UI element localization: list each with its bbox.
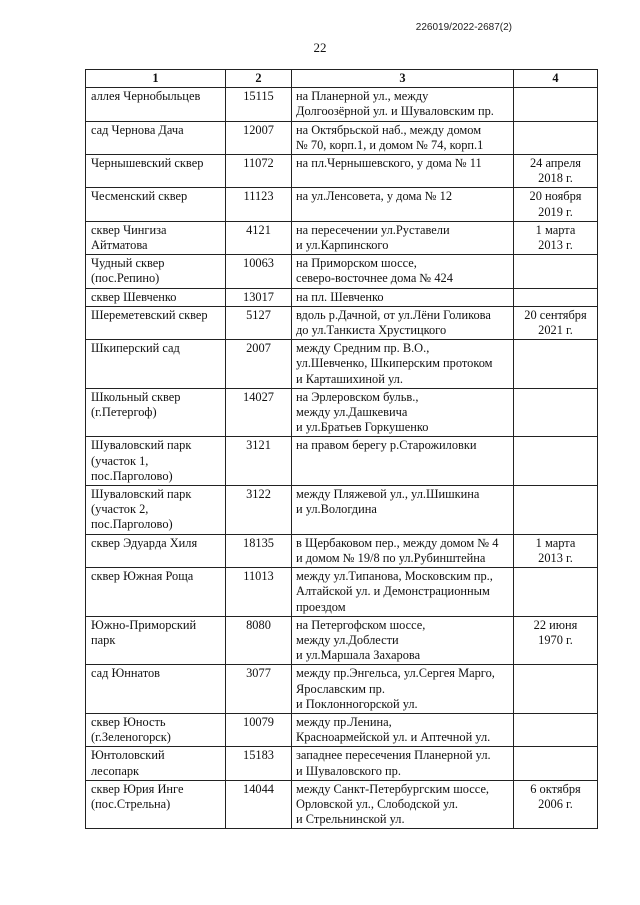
park-date-cell: 6 октября 2006 г. [514,780,598,829]
table-row [86,665,598,714]
park-location-cell: на пересечении ул.Руставели и ул.Карпинского [292,221,514,254]
park-location-cell: на ул.Ленсовета, у дома № 12 [292,188,514,221]
park-location-cell: на Приморском шоссе, северо-восточнее дома № 424 [292,255,514,288]
park-date-cell [514,486,598,535]
park-name-cell: Юнтоловский лесопарк [86,747,226,780]
park-date-cell [514,713,598,746]
table-row [86,437,598,486]
table-row [86,486,598,535]
park-name-cell: сад Юннатов [86,665,226,714]
table-row [86,121,598,154]
park-name-cell: Чудный сквер (пос.Репино) [86,255,226,288]
column-header-3: 3 [292,70,514,88]
column-header-4: 4 [514,70,598,88]
table-row [86,88,598,121]
park-location-cell: на Планерной ул., между Долгоозёрной ул. и Шуваловским пр. [292,88,514,121]
park-name-cell: Чернышевский сквер [86,155,226,188]
document-id: 226019/2022-2687(2) [415,22,512,33]
park-date-cell: 1 марта 2013 г. [514,221,598,254]
park-name-cell: аллея Чернобыльцев [86,88,226,121]
table-row [86,306,598,339]
park-date-cell [514,288,598,306]
table-row [86,568,598,617]
table-row [86,288,598,306]
park-location-cell: на Эрлеровском бульв., между ул.Дашкевича и ул.Братьев Горкушенко [292,388,514,437]
park-code-cell: 2007 [226,340,292,389]
table-row [86,221,598,254]
table-row [86,188,598,221]
park-code-cell: 8080 [226,616,292,665]
table-row [86,534,598,567]
table-body [86,88,598,829]
park-code-cell: 15183 [226,747,292,780]
park-code-cell: 14027 [226,388,292,437]
table-row [86,340,598,389]
table-row [86,780,598,829]
park-name-cell: сквер Юрия Инге (пос.Стрельна) [86,780,226,829]
park-location-cell: между пр.Ленина, Красноармейской ул. и Аптечной ул. [292,713,514,746]
table-row [86,747,598,780]
park-name-cell: Чесменский сквер [86,188,226,221]
table-row [86,616,598,665]
park-location-cell: между Санкт-Петербургским шоссе, Орловской ул., Слободской ул. и Стрельнинской ул. [292,780,514,829]
park-date-cell: 20 сентября 2021 г. [514,306,598,339]
park-location-cell: западнее пересечения Планерной ул. и Шуваловского пр. [292,747,514,780]
column-header-2: 2 [226,70,292,88]
park-date-cell: 1 марта 2013 г. [514,534,598,567]
page-number: 22 [313,40,327,55]
park-name-cell: сквер Юность (г.Зеленогорск) [86,713,226,746]
park-name-cell: Шереметевский сквер [86,306,226,339]
park-location-cell: между Пляжевой ул., ул.Шишкина и ул.Вологдина [292,486,514,535]
park-code-cell: 11072 [226,155,292,188]
park-code-cell: 10063 [226,255,292,288]
park-code-cell: 11123 [226,188,292,221]
park-date-cell [514,747,598,780]
park-code-cell: 11013 [226,568,292,617]
park-date-cell: 24 апреля 2018 г. [514,155,598,188]
table-row [86,255,598,288]
park-name-cell: сквер Эдуарда Хиля [86,534,226,567]
park-location-cell: вдоль р.Дачной, от ул.Лёни Голикова до ул.Танкиста Хрустицкого [292,306,514,339]
park-location-cell: между ул.Типанова, Московским пр., Алтайской ул. и Демонстрационным проездом [292,568,514,617]
park-code-cell: 13017 [226,288,292,306]
park-location-cell: на Петергофском шоссе, между ул.Доблести и ул.Маршала Захарова [292,616,514,665]
park-date-cell [514,121,598,154]
park-name-cell: сквер Шевченко [86,288,226,306]
park-code-cell: 12007 [226,121,292,154]
park-date-cell [514,388,598,437]
park-code-cell: 5127 [226,306,292,339]
park-date-cell [514,665,598,714]
park-name-cell: Шуваловский парк (участок 1, пос.Парголово) [86,437,226,486]
park-date-cell: 20 ноября 2019 г. [514,188,598,221]
park-location-cell: между пр.Энгельса, ул.Сергея Марго, Ярославским пр. и Поклонногорской ул. [292,665,514,714]
park-code-cell: 14044 [226,780,292,829]
park-code-cell: 3122 [226,486,292,535]
park-code-cell: 4121 [226,221,292,254]
park-date-cell [514,340,598,389]
park-date-cell [514,568,598,617]
park-code-cell: 3121 [226,437,292,486]
table-row [86,713,598,746]
park-code-cell: 3077 [226,665,292,714]
park-date-cell [514,88,598,121]
park-date-cell: 22 июня 1970 г. [514,616,598,665]
park-location-cell: между Средним пр. В.О., ул.Шевченко, Шкиперским протоком и Карташихиной ул. [292,340,514,389]
park-name-cell: сквер Южная Роща [86,568,226,617]
parks-table [85,69,598,829]
park-location-cell: в Щербаковом пер., между домом № 4 и домом № 19/8 по ул.Рубинштейна [292,534,514,567]
park-location-cell: на пл.Чернышевского, у дома № 11 [292,155,514,188]
park-location-cell: на пл. Шевченко [292,288,514,306]
table-row [86,388,598,437]
park-location-cell: на правом берегу р.Старожиловки [292,437,514,486]
table-header-row [86,70,598,88]
park-name-cell: Шкиперский сад [86,340,226,389]
park-name-cell: сад Чернова Дача [86,121,226,154]
table-row [86,155,598,188]
park-date-cell [514,255,598,288]
park-name-cell: Южно-Приморский парк [86,616,226,665]
park-code-cell: 15115 [226,88,292,121]
park-name-cell: сквер Чингиза Айтматова [86,221,226,254]
park-name-cell: Школьный сквер (г.Петергоф) [86,388,226,437]
park-code-cell: 10079 [226,713,292,746]
park-code-cell: 18135 [226,534,292,567]
park-name-cell: Шуваловский парк (участок 2, пос.Парголово) [86,486,226,535]
park-location-cell: на Октябрьской наб., между домом № 70, корп.1, и домом № 74, корп.1 [292,121,514,154]
column-header-1: 1 [86,70,226,88]
park-date-cell [514,437,598,486]
